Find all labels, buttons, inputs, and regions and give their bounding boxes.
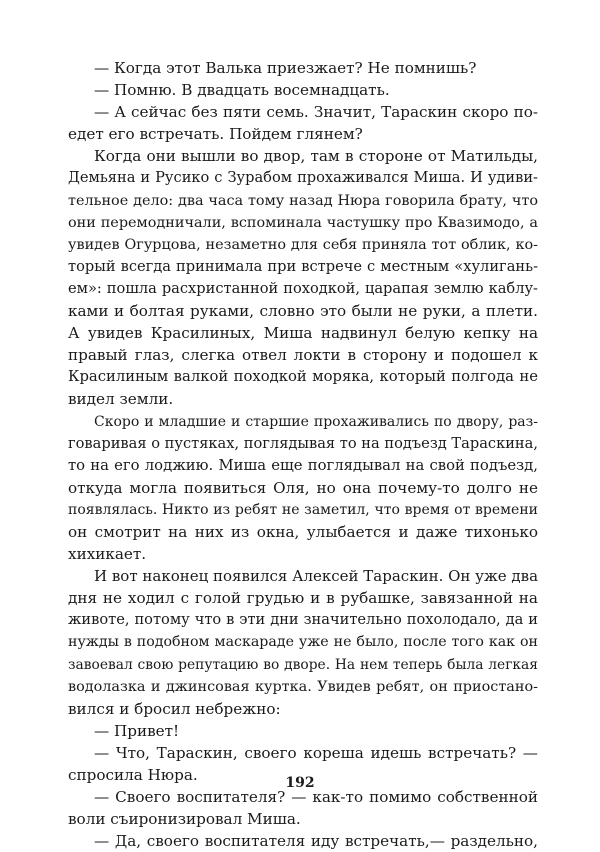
text-line: — Да, своего воспитателя иду встречать,— раздельно, [94,832,538,851]
text-line: хихикает. [68,545,147,564]
text-line: Демьяна и Русико с Зурабом прохаживался Миша. И удиви- [68,169,538,187]
body-text [68,57,538,852]
text-line: они перемодничали, вспоминала частушку про Квазимодо, а [68,214,538,231]
text-line: торый всегда принимала при встрече с местным «хулигань- [68,257,538,275]
text-line: увидев Огурцова, незаметно для себя приняла тот облик, ко- [68,236,538,253]
page-number: 192 [285,775,315,791]
text-line: Красилиным валкой походкой моряка, который полгода не [68,368,538,386]
text-line: нужды в подобном маскараде уже не было, после того как он [68,634,538,651]
text-line: ем»: пошла расхристанной походкой, царапая землю каблу- [68,279,538,297]
text-line: спросила Нюра. [68,766,198,784]
text-line: — Что, Тараскин, своего кореша идешь встречать? — [94,743,538,762]
text-line: вился и бросил небрежно: [68,699,281,718]
text-line: И вот наконец появился Алексей Тараскин. Он уже два [94,567,538,586]
text-line: видел земли. [68,390,174,409]
text-line: говаривая о пустяках, поглядывая то на подъезд Тараскина, [68,434,538,452]
text-line: А увидев Красилиных, Миша надвинул белую кепку на [68,324,538,343]
text-line: воли съиронизировал Миша. [68,810,301,829]
text-line: откуда могла появиться Оля, но она почему-то долго не [68,478,538,497]
text-line: животе, потому что в эти дни значительно похолодало, да и [68,611,538,629]
text-line: ками и болтая руками, словно это были не руки, а плети. [68,302,538,321]
text-line: тельное дело: два часа тому назад Нюра говорила брату, что [68,192,538,209]
text-line: едет его встречать. Пойдем глянем? [68,125,363,144]
text-line: завоевал свою репутацию во дворе. На нем теперь была легкая [68,656,538,673]
text-line: дня не ходил с голой грудью и в рубашке, завязанной на [68,589,538,608]
text-line: — Помню. В двадцать восемнадцать. [94,81,390,100]
text-line: — А сейчас без пяти семь. Значит, Тараскин скоро по- [94,103,538,122]
text-line: Когда они вышли во двор, там в стороне от Матильды, [94,147,538,166]
text-line: появлялась. Никто из ребят не заметил, что время от времени [68,501,538,518]
text-line: водолазка и джинсовая куртка. Увидев ребят, он приостано- [68,678,538,695]
text-line: — Когда этот Валька приезжает? Не помнишь? [94,59,477,77]
text-line: Скоро и младшие и старшие прохаживались по двору, раз- [94,413,538,430]
text-line: то на его лоджию. Миша еще поглядывал на свой подъезд, [68,456,538,474]
text-line: — Своего воспитателя? — как-то помимо собственной [94,788,538,807]
text-line: он смотрит на них из окна, улыбается и даже тихонько [68,522,538,541]
text-line: правый глаз, слегка отвел локти в сторону и подошел к [68,346,538,365]
text-line: — Привет! [94,721,180,740]
